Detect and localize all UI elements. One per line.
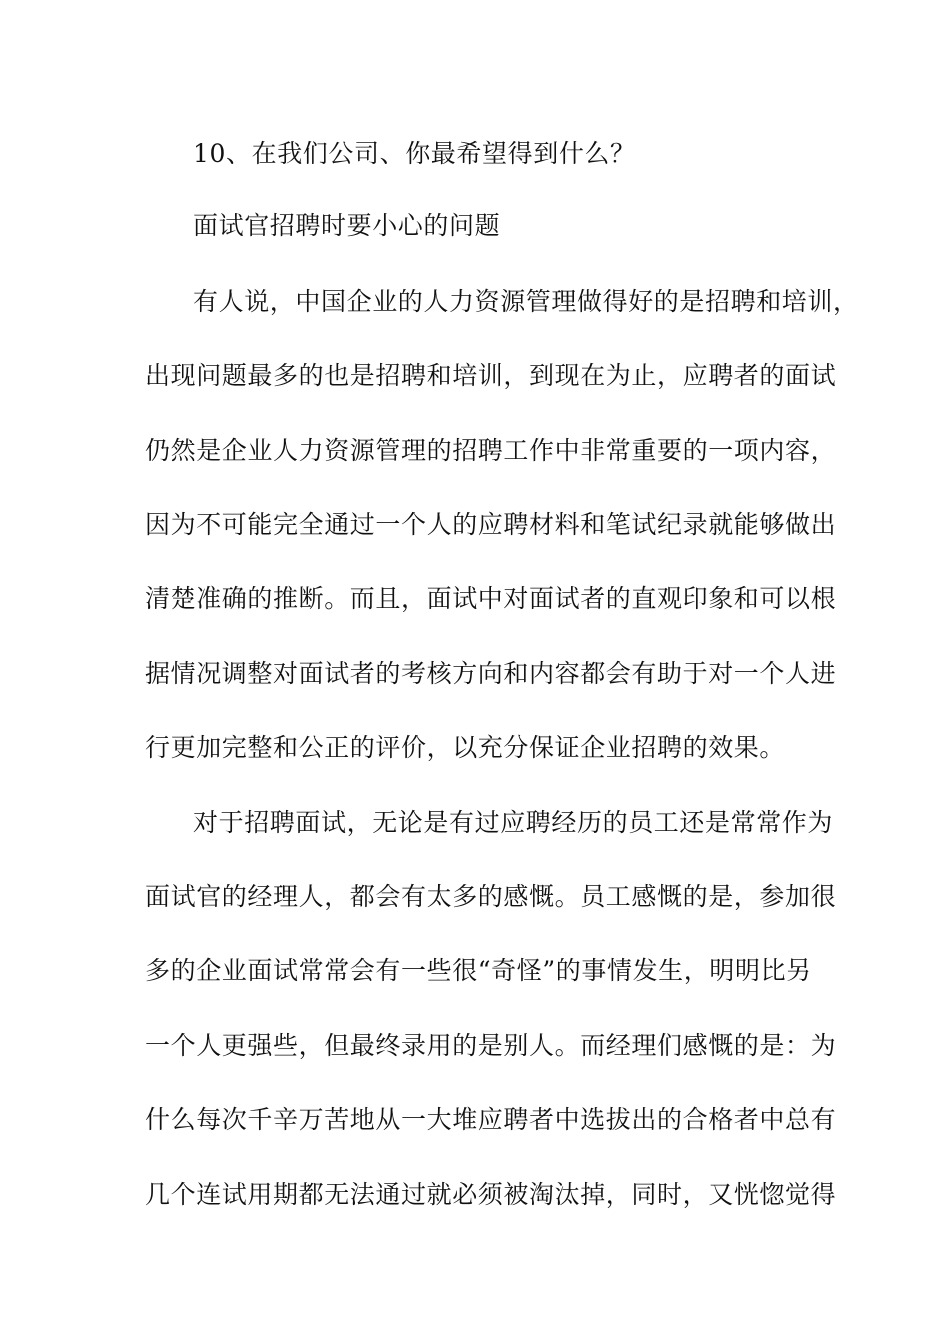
paragraph-line: 有人说，中国企业的人力资源管理做得好的是招聘和培训， [193, 287, 859, 316]
section-heading: 面试官招聘时要小心的问题 [193, 211, 501, 240]
paragraph-line: 对于招聘面试，无论是有过应聘经历的员工还是常常作为 [193, 808, 834, 837]
paragraph-line: 出现问题最多的也是招聘和培训，到现在为止，应聘者的面试 [145, 361, 837, 390]
paragraph-line: 什么每次千辛万苦地从一大堆应聘者中选拔出的合格者中总有 [145, 1105, 837, 1134]
paragraph-line: 行更加完整和公正的评价，以充分保证企业招聘的效果。 [145, 733, 786, 762]
paragraph-line: 清楚准确的推断。而且，面试中对面试者的直观印象和可以根 [145, 584, 837, 613]
paragraph-line: 面试官的经理人，都会有太多的感慨。员工感慨的是，参加很 [145, 882, 837, 911]
paragraph-line: 仍然是企业人力资源管理的招聘工作中非常重要的一项内容， [145, 436, 837, 465]
paragraph-line: 多的企业面试常常会有一些很“奇怪”的事情发生，明明比另 [145, 956, 812, 985]
list-item-question-10: 10、在我们公司、你最希望得到什么？ [193, 139, 636, 168]
paragraph-line: 因为不可能完全通过一个人的应聘材料和笔试纪录就能够做出 [145, 510, 837, 539]
paragraph-line: 一个人更强些，但最终录用的是别人。而经理们感慨的是：为 [145, 1031, 837, 1060]
paragraph-line: 几个连试用期都无法通过就必须被淘汰掉，同时，又恍惚觉得 [145, 1180, 837, 1209]
paragraph-line: 据情况调整对面试者的考核方向和内容都会有助于对一个人进 [145, 659, 837, 688]
